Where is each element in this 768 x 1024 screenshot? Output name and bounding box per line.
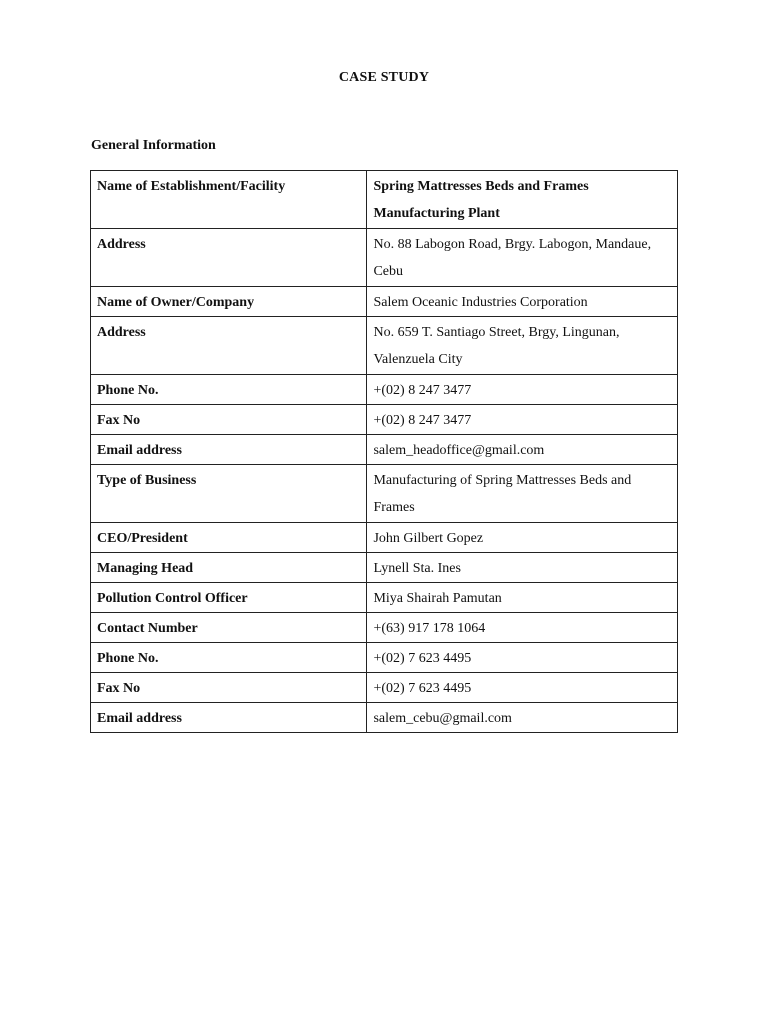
row-label: Fax No	[91, 405, 367, 435]
row-label: Address	[91, 229, 367, 287]
row-label: Contact Number	[91, 613, 367, 643]
row-label: Fax No	[91, 673, 367, 703]
row-value: Manufacturing of Spring Mattresses Beds and Frames	[367, 465, 678, 523]
row-value: salem_headoffice@gmail.com	[367, 435, 678, 465]
row-label: Phone No.	[91, 375, 367, 405]
table-row	[91, 317, 678, 375]
row-value: Lynell Sta. Ines	[367, 553, 678, 583]
row-label: Pollution Control Officer	[91, 583, 367, 613]
row-value: Spring Mattresses Beds and Frames Manufacturing Plant	[367, 171, 678, 229]
table-row	[91, 673, 678, 703]
table-row	[91, 229, 678, 287]
row-value: No. 88 Labogon Road, Brgy. Labogon, Mandaue, Cebu	[367, 229, 678, 287]
row-value: +(02) 7 623 4495	[367, 643, 678, 673]
row-value: John Gilbert Gopez	[367, 523, 678, 553]
row-value: +(63) 917 178 1064	[367, 613, 678, 643]
row-label: Type of Business	[91, 465, 367, 523]
row-value: +(02) 7 623 4495	[367, 673, 678, 703]
row-label: Name of Owner/Company	[91, 287, 367, 317]
table-row	[91, 613, 678, 643]
page-title: CASE STUDY	[338, 70, 430, 85]
row-label: CEO/President	[91, 523, 367, 553]
general-information-table	[90, 170, 678, 733]
row-label: Managing Head	[91, 553, 367, 583]
row-label: Phone No.	[91, 643, 367, 673]
table-row	[91, 375, 678, 405]
table-row	[91, 405, 678, 435]
table-row	[91, 435, 678, 465]
row-label: Name of Establishment/Facility	[91, 171, 367, 229]
table-row	[91, 553, 678, 583]
table-row	[91, 643, 678, 673]
section-heading: General Information	[91, 138, 216, 153]
table-row	[91, 703, 678, 733]
table-row	[91, 465, 678, 523]
row-label: Address	[91, 317, 367, 375]
row-label: Email address	[91, 435, 367, 465]
table-row	[91, 171, 678, 229]
table-row	[91, 523, 678, 553]
row-value: +(02) 8 247 3477	[367, 375, 678, 405]
row-value: salem_cebu@gmail.com	[367, 703, 678, 733]
row-value: +(02) 8 247 3477	[367, 405, 678, 435]
table-row	[91, 583, 678, 613]
row-value: Miya Shairah Pamutan	[367, 583, 678, 613]
row-value: No. 659 T. Santiago Street, Brgy, Lingunan, Valenzuela City	[367, 317, 678, 375]
table-row	[91, 287, 678, 317]
row-label: Email address	[91, 703, 367, 733]
row-value: Salem Oceanic Industries Corporation	[367, 287, 678, 317]
